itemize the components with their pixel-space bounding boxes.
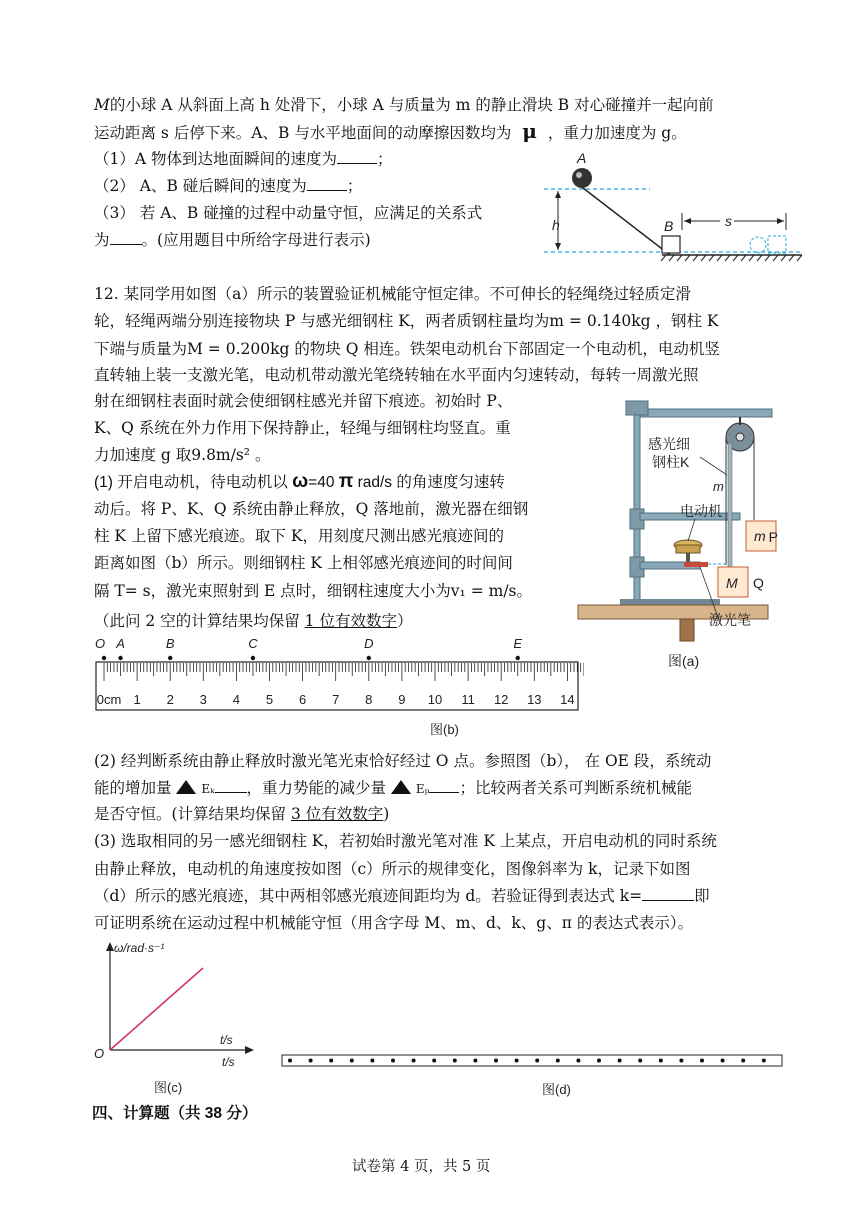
p12-p2b4: Eₚ (415, 782, 430, 796)
trace-dot (370, 1059, 374, 1063)
trace-dot (576, 1059, 580, 1063)
p12-l1: 12. 某同学用如图（a）所示的装置验证机械能守恒定律。不可伸长的轻绳绕过轻质定滑 (94, 285, 691, 303)
omega-time-graph-c (88, 938, 258, 1100)
ylabel-c: ω/rad·s⁻¹ (114, 941, 165, 955)
label-B: B (664, 218, 674, 234)
ruler-tick-label: 4 (232, 692, 241, 707)
label-Q-box: M (726, 575, 738, 591)
p12-l12: 隔 T= s，激光束照射到 E 点时，细钢柱速度大小为v₁ = m/s。 (94, 582, 532, 600)
label-steel2: 钢柱K (652, 454, 690, 470)
trace-dot (288, 1059, 292, 1063)
p11-q1-text: （1）A 物体到达地面瞬间的速度为 (94, 150, 337, 168)
section-heading: 四、计算题（共 38 分） (92, 1105, 258, 1122)
trace-dot (741, 1059, 745, 1063)
trace-dot (350, 1059, 354, 1063)
p11-q1-end: ； (376, 150, 393, 168)
ruler-tick-label: 2 (166, 692, 174, 707)
p12-l13 (94, 610, 412, 632)
answer-blank[interactable] (307, 175, 347, 191)
incline-figure (540, 145, 810, 270)
p11-q1 (94, 148, 393, 170)
p12-l13c: ） (396, 612, 413, 630)
trace-point-C (251, 656, 255, 660)
trace-point-A (118, 656, 122, 660)
trace-point-label: O (94, 636, 106, 651)
ruler-tick-label: 7 (332, 692, 340, 707)
ruler-tick-label: 0cm (96, 692, 122, 707)
caption-b: 图(b) (430, 722, 459, 737)
origin-c: O (94, 1046, 105, 1061)
ruler-tick-label: 1 (133, 692, 141, 707)
trace-dot (659, 1059, 663, 1063)
trace-point-D (367, 656, 371, 660)
ruler-tick-label: 12 (493, 692, 509, 707)
p12-l4: 直转轴上装一支激光笔，电动机带动激光笔绕转轴在水平面内匀速转动，每转一周激光照 (94, 366, 699, 384)
p12-p2b5: ；比较两者关系可判断系统机械能 (459, 779, 692, 797)
answer-blank[interactable] (337, 148, 377, 164)
trace-dot (453, 1059, 457, 1063)
trace-dot (721, 1059, 725, 1063)
trace-point-O (102, 656, 106, 660)
trace-dot (762, 1059, 766, 1063)
p12-p2b2: Eₖ (201, 782, 215, 796)
trace-point-label: B (165, 636, 175, 651)
trace-dot (700, 1059, 704, 1063)
omega-line (110, 968, 203, 1050)
label-P-box: m (754, 528, 766, 544)
p11-q3b-post: 。(应用题目中所给字母进行表示) (141, 231, 371, 249)
p11-q3b-pre: 为 (94, 231, 110, 249)
p12-l2: 轮，轻绳两端分别连接物块 P 与感光细钢柱 K，两者质钢柱量均为m = 0.140kg ，钢柱 K (94, 312, 719, 330)
p12-p3c2: 即 (694, 887, 710, 905)
label-laser: 激光笔 (709, 612, 751, 628)
trace-point-label: C (248, 636, 258, 651)
trace-point-label: E (513, 636, 523, 651)
delta-icon (391, 780, 411, 794)
p12-p3c1: （d）所示的感光痕迹，其中两相邻感光痕迹间距均为 d。若验证得到表达式 k= (94, 887, 643, 905)
trace-dot (473, 1059, 477, 1063)
p12-l7: 力加速度 g 取9.8m/s² 。 (94, 446, 271, 464)
label-motor: 电动机 (680, 503, 722, 519)
p12-l5: 射在细钢柱表面时就会使细钢柱感光并留下痕迹。初始时 P、 (94, 392, 513, 410)
ball-A (572, 168, 592, 188)
p11-line2-tail: ，重力加速度为 g。 (547, 124, 687, 142)
label-P: P (768, 529, 778, 545)
trace-dot (329, 1059, 333, 1063)
trace-dot (618, 1059, 622, 1063)
ruler-tick-label: 10 (427, 692, 443, 707)
trace-dot (494, 1059, 498, 1063)
caption-a: 图(a) (668, 653, 700, 669)
p12-l8e: rad/s 的角速度匀速转 (353, 474, 505, 491)
p12-p2b (94, 777, 692, 800)
caption-d: 图(d) (542, 1082, 571, 1097)
xlabel-c: t/s (220, 1033, 233, 1047)
label-s: s (725, 213, 732, 229)
p12-p2c (94, 803, 389, 825)
mu-symbol: μ (522, 119, 537, 143)
p12-l8a: (1) 开启电动机，待电动机以 (94, 474, 288, 491)
p12-l13a: （此问 2 空的计算结果均保留 (94, 612, 305, 630)
pi-symbol: π (338, 471, 354, 492)
p12-l8 (94, 471, 505, 494)
p11-line1 (94, 94, 714, 116)
delta-icon (176, 780, 196, 794)
answer-blank[interactable] (429, 777, 459, 793)
p12-p2c3: ) (383, 805, 390, 823)
p12-l8c: =40 (308, 474, 335, 491)
trace-point-E (516, 656, 520, 660)
trace-dot (638, 1059, 642, 1063)
trace-dot (515, 1059, 519, 1063)
p12-p2b1: 能的增加量 (94, 779, 172, 797)
answer-blank[interactable] (215, 777, 247, 793)
p11-q3: （3） 若 A、B 碰撞的过程中动量守恒，应满足的关系式 (94, 204, 483, 222)
label-A: A (577, 150, 587, 166)
caption-c: 图(c) (154, 1080, 183, 1095)
ruler-tick-label: 5 (265, 692, 274, 707)
ruler-figure-b (94, 636, 584, 744)
trace-dot (679, 1059, 683, 1063)
p12-l10: 柱 K 上留下感光痕迹。取下 K，用刻度尺测出感光痕迹间的 (94, 527, 504, 545)
apparatus-figure-a (570, 395, 780, 675)
p12-l3: 下端与质量为M = 0.200kg 的物块 Q 相连。铁架电动机台下部固定一个电动机，电动机竖 (94, 340, 720, 358)
p12-p2c2: 3 位有效数字 (290, 805, 384, 823)
ruler-tick-label: 11 (461, 692, 475, 707)
ruler-tick-label: 14 (560, 692, 575, 707)
trace-dot (597, 1059, 601, 1063)
p12-p3a: (3) 选取相同的另一感光细钢柱 K，若初始时激光笔对准 K 上某点，开启电动机的同时系统 (94, 832, 717, 850)
omega-symbol: ω (292, 471, 309, 492)
p12-p3b: 由静止释放，电动机的角速度按如图（c）所示的规律变化，图像斜率为 k，记录下如图 (94, 860, 691, 878)
label-Q: Q (753, 575, 764, 591)
p12-p2c1: 是否守恒。(计算结果均保留 (94, 805, 291, 823)
p11-line2 (94, 120, 687, 144)
p12-l11: 距离如图（b）所示。则细钢柱 K 上相邻感光痕迹间的时间间 (94, 554, 513, 572)
p11-q2-text: （2） A、B 碰后瞬间的速度为 (94, 177, 307, 195)
p12-p3d: 可证明系统在运动过程中机械能守恒（用含字母 M、m、d、k、g、π 的表达式表示）。 (94, 914, 694, 932)
ruler-tick-label: 9 (398, 692, 406, 707)
label-m: m (713, 479, 724, 494)
p11-q2-end: ； (346, 177, 363, 195)
label-h: h (552, 217, 560, 233)
p12-l13b: 1 位有效数字 (304, 612, 397, 630)
trace-dot (556, 1059, 560, 1063)
p11-line1-text: 的小球 A 从斜面上高 h 处滑下，小球 A 与质量为 m 的静止滑块 B 对心碰撞并一起向前 (109, 96, 714, 114)
ruler-tick-label: 3 (199, 692, 207, 707)
p11-line2-text: 运动距离 s 后停下来。A、B 与水平地面间的动摩擦因数均为 (94, 124, 512, 142)
ruler-tick-label: 6 (298, 692, 307, 707)
trace-point-label: A (116, 636, 125, 651)
ruler-tick-label: 8 (365, 692, 373, 707)
trace-dot (432, 1059, 436, 1063)
answer-blank[interactable] (110, 229, 142, 245)
p12-p2b3: ，重力势能的减少量 (246, 779, 387, 797)
trace-dot (535, 1059, 539, 1063)
page-footer: 试卷第 4 页，共 5 页 (352, 1159, 491, 1175)
trace-dot (309, 1059, 313, 1063)
trace-dot (412, 1059, 416, 1063)
p12-p2a: (2) 经判断系统由静止释放时激光笔光束恰好经过 O 点。参照图（b）， 在 OE 段，系统动 (94, 752, 712, 770)
trace-dot (391, 1059, 395, 1063)
var-M: M (94, 96, 110, 114)
p11-q3b (94, 229, 371, 251)
block-B (662, 236, 680, 253)
p12-p3c (94, 885, 710, 907)
label-steel1: 感光细 (648, 436, 690, 452)
p11-q2 (94, 175, 362, 197)
p12-l9: 动后。将 P、K、Q 系统由静止释放，Q 落地前，激光器在细钢 (94, 500, 529, 518)
p12-l6: K、Q 系统在外力作用下保持静止，轻绳与细钢柱均竖直。重 (94, 419, 511, 437)
trace-strip-figure-d (280, 1052, 785, 1100)
ruler-tick-label: 13 (527, 692, 542, 707)
trace-point-label: D (364, 636, 374, 651)
answer-blank[interactable] (642, 885, 694, 901)
trace-point-B (168, 656, 172, 660)
xlabel2-c: t/s (222, 1055, 235, 1069)
